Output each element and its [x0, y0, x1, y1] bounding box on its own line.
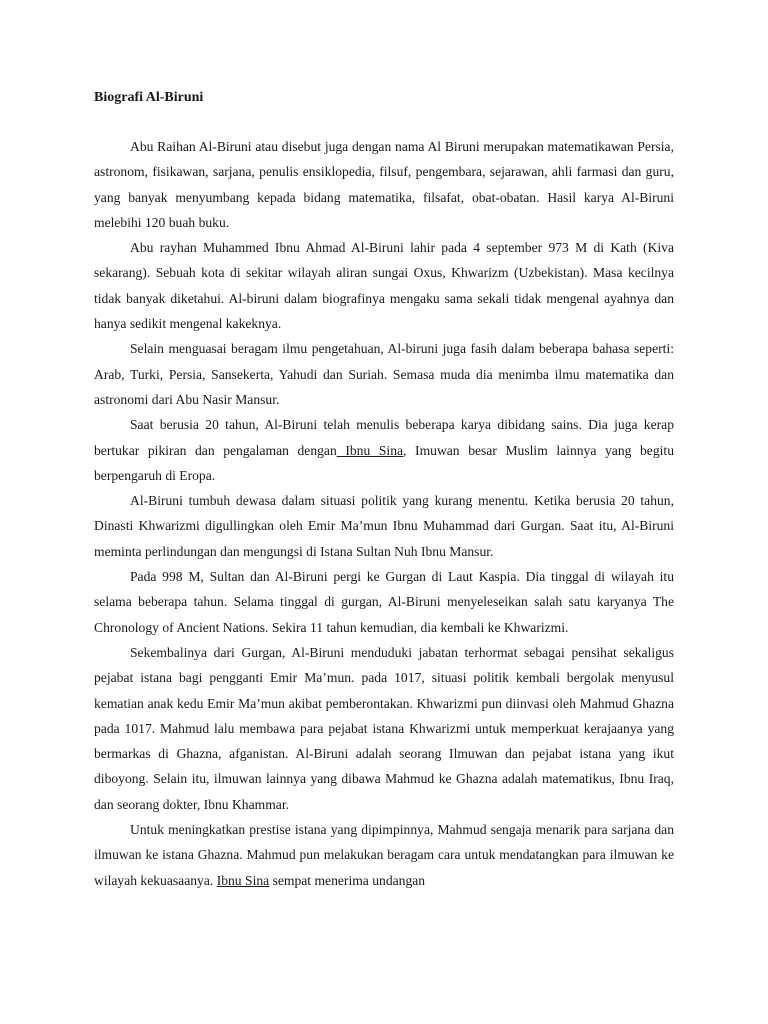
paragraph-text: sempat menerima undangan: [269, 872, 426, 888]
paragraph-ghazna: Sekembalinya dari Gurgan, Al-Biruni menduduki jabatan terhormat sebagai pensihat sekaligus pejabat istana bagi pengganti Emir Ma’mun. pada 1017, situasi politik kembali bergolak menyusul kematian anak kedu Emir Ma’mun akibat pemberontakan. Khwarizmi pun diinvasi oleh Mahmud Ghazna pada 1017. Mahmud lalu membawa para pejabat istana Khwarizmi untuk memperkuat kerajaanya yang bermarkas di Ghazna, afganistan. Al-Biruni adalah seorang Ilmuwan dan pejabat istana yang ikut diboyong. Selain itu, ilmuwan lainnya yang dibawa Mahmud ke Ghazna adalah matematikus, Ibnu Iraq, dan seorang dokter, Ibnu Khammar.: [94, 644, 674, 812]
document-title: Biografi Al-Biruni: [94, 90, 204, 105]
paragraph-birth: Abu rayhan Muhammed Ibnu Ahmad Al-Biruni lahir pada 4 september 973 M di Kath (Kiva sekarang). Sebuah kota di sekitar wilayah aliran sungai Oxus, Khwarizm (Uzbekistan). Masa kecilnya tidak banyak diketahui. Al-biruni dalam biografinya mengaku sama sekali tidak mengenal ayahnya dan hanya sedikit mengenal kakeknya.: [94, 240, 674, 332]
paragraph-intro: Abu Raihan Al-Biruni atau disebut juga dengan nama Al Biruni merupakan matematikawan Persia, astronom, fisikawan, sarjana, penulis ensiklopedia, filsuf, pengembara, sejarawan, ahli farmasi dan guru, yang banyak menyumbang kepada bidang matematika, filsafat, obat-obatan. Hasil karya Al-Biruni melebihi 120 buah buku.: [94, 139, 674, 230]
paragraph-politics: Al-Biruni tumbuh dewasa dalam situasi politik yang kurang menentu. Ketika berusia 20 tahun, Dinasti Khwarizmi digullingkan oleh Emir Ma’mun Ibnu Muhammad dari Gurgan. Saat itu, Al-Biruni meminta perlindungan dan mengungsi di Istana Sultan Nuh Ibnu Mansur.: [94, 493, 674, 559]
paragraph-text: , Imuwan besar Muslim lainnya yang begitu berpengaruh di Eropa.: [94, 442, 674, 483]
paragraph-gurgan: Pada 998 M, Sultan dan Al-Biruni pergi ke Gurgan di Laut Kaspia. Dia tinggal di wilayah itu selama beberapa tahun. Selama tinggal di gurgan, Al-Biruni menyeleseikan salah satu karyanya The Chronology of Ancient Nations. Sekira 11 tahun kemudian, dia kembali ke Khwarizmi.: [94, 569, 674, 635]
paragraph-ibnu-sina: [94, 412, 674, 488]
document-page: [94, 87, 674, 893]
ibnu-sina-link[interactable]: Ibnu Sina: [336, 442, 404, 458]
paragraph-prestige: [94, 817, 674, 893]
paragraph-text: Saat berusia 20 tahun, Al-Biruni telah menulis beberapa karya dibidang sains. Dia juga kerap bertukar pikiran dan pengalaman dengan: [94, 417, 674, 458]
ibnu-sina-link[interactable]: Ibnu Sina: [216, 872, 270, 888]
paragraph-languages: Selain menguasai beragam ilmu pengetahuan, Al-biruni juga fasih dalam beberapa bahasa seperti: Arab, Turki, Persia, Sansekerta, Yahudi dan Suriah. Semasa muda dia menimba ilmu matematika dan astronomi dari Abu Nasir Mansur.: [94, 341, 674, 407]
paragraph-text: Untuk meningkatkan prestise istana yang dipimpinnya, Mahmud sengaja menarik para sarjana dan ilmuwan ke istana Ghazna. Mahmud pun melakukan beragam cara untuk mendatangkan para ilmuwan ke wilayah kekuasaanya.: [94, 822, 674, 888]
